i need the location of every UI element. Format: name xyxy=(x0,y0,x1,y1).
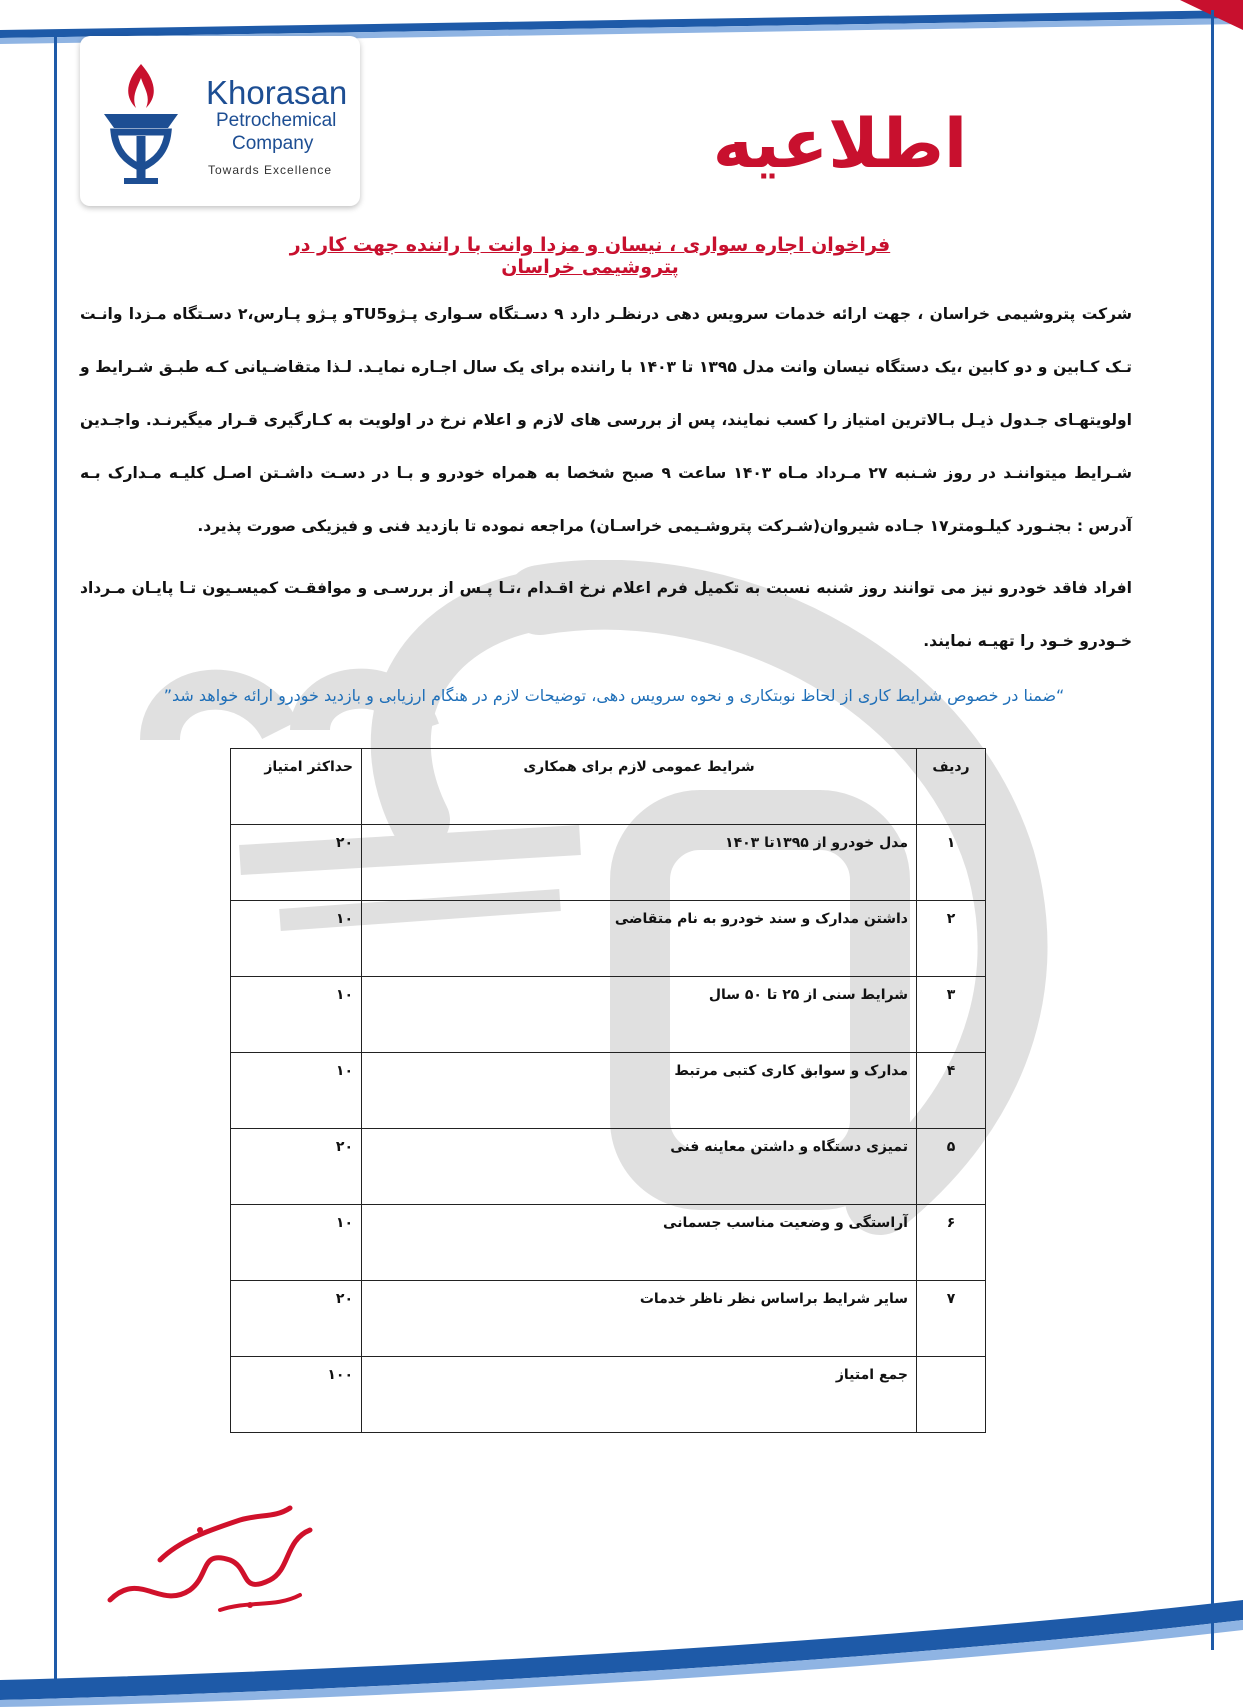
row-score: ۲۰ xyxy=(231,1281,362,1357)
table-row xyxy=(231,901,986,977)
notice-heading: اطلاعیه xyxy=(712,105,968,184)
row-condition: تمیزی دستگاه و داشتن معاینه فنی xyxy=(362,1129,917,1205)
logo-line-petrochemical: Petrochemical xyxy=(216,110,337,131)
row-score: ۱۰ xyxy=(231,1053,362,1129)
row-condition: شرایط سنی از ۲۵ تا ۵۰ سال xyxy=(362,977,917,1053)
row-condition: داشتن مدارک و سند خودرو به نام متقاضی xyxy=(362,901,917,977)
row-score: ۱۰ xyxy=(231,1205,362,1281)
row-condition: مدارک و سوابق کاری کتبی مرتبط xyxy=(362,1053,917,1129)
row-condition: آراستگی و وضعیت مناسب جسمانی xyxy=(362,1205,917,1281)
total-label: جمع امتیاز xyxy=(362,1357,917,1433)
row-condition: مدل خودرو از ۱۳۹۵تا ۱۴۰۳ xyxy=(362,825,917,901)
table-header-row xyxy=(231,749,986,825)
table-row xyxy=(231,1281,986,1357)
table-row xyxy=(231,1129,986,1205)
table-row xyxy=(231,1053,986,1129)
row-condition: سایر شرایط براساس نظر ناظر خدمات xyxy=(362,1281,917,1357)
row-index: ۵ xyxy=(917,1129,986,1205)
table-row xyxy=(231,1205,986,1281)
announcement-title: فراخوان اجاره سواری ، نیسان و مزدا وانت با راننده جهت کار در پتروشیمی خراسان xyxy=(289,234,891,278)
row-index: ۷ xyxy=(917,1281,986,1357)
row-index: ۱ xyxy=(917,825,986,901)
scoring-table xyxy=(230,748,986,1433)
table-row xyxy=(231,825,986,901)
header-max-score: حداکثر امتیاز xyxy=(231,749,362,825)
header-condition: شرایط عمومی لازم برای همکاری xyxy=(362,749,917,825)
row-index: ۴ xyxy=(917,1053,986,1129)
row-score: ۱۰ xyxy=(231,901,362,977)
row-score: ۲۰ xyxy=(231,825,362,901)
right-frame-line xyxy=(1203,0,1243,1707)
hr-signature xyxy=(100,1500,340,1620)
total-score: ۱۰۰ xyxy=(231,1357,362,1433)
announcement-paragraph-1: شرکت پتروشیمی خراسان ، جهت ارائه خدمات سرویس دهی درنظـر دارد ۹ دسـتگاه سـواری پـژوTU5و پـژو پـارس،۲ دسـتگاه مـزدا وانـت تـک کـابین و دو کابین ،یک دستگاه نیسان وانت مدل ۱۳۹۵ تا ۱۴۰۳ با راننده برای یک سال اجـاره نمایـد. لـذا متقاضـیانی کـه طبـق شـرایط و اولویتهـای جـدول ذیـل بـالاترین امتیاز را کسب نمایند، پس از بررسی های لازم و اعلام نرخ در اولویت به کـارگیری قـرار میگیرنـد. واجـدین شـرایط میتواننـد در روز شـنبه ۲۷ مـرداد مـاه ۱۴۰۳ ساعت ۹ صبح شخصا به همراه خودرو و بـا در دسـت داشـتن اصـل کلیـه مـدارک بـه آدرس : بجنـورد کیلـومتر۱۷ جـاده شیروان(شـرکت پتروشـیمی خراسـان) مراجعه نموده تا بازدید فنی و فیزیکی صورت پذیرد. xyxy=(80,305,1133,535)
table-row xyxy=(231,977,986,1053)
row-index: ۳ xyxy=(917,977,986,1053)
logo-tagline: Towards Excellence xyxy=(208,163,333,177)
company-logo-card xyxy=(80,36,360,206)
row-score: ۲۰ xyxy=(231,1129,362,1205)
row-index: ۶ xyxy=(917,1205,986,1281)
row-score: ۱۰ xyxy=(231,977,362,1053)
row-index: ۲ xyxy=(917,901,986,977)
logo-company-name: Khorasan xyxy=(206,74,348,111)
working-conditions-note: “ضمنا در خصوص شرایط کاری از لحاظ نوبتکاری و نحوه سرویس دهی، توضیحات لازم در هنگام ارزیابی و بازدید خودرو ارائه خواهد شد” xyxy=(163,686,1065,705)
announcement-paragraph-2: افراد فاقد خودرو نیز می توانند روز شنبه نسبت به تکمیل فرم اعلام نرخ اقـدام ،تـا پـس از بررسـی و موافقـت کمیسـیون تـا پایـان مـرداد خـودرو خـود را تهیـه نمایند. xyxy=(80,579,1132,650)
left-frame-line xyxy=(0,0,60,1707)
table-total-row xyxy=(231,1357,986,1433)
torch-emblem-icon xyxy=(96,56,186,186)
total-index xyxy=(917,1357,986,1433)
logo-line-company: Company xyxy=(232,133,314,154)
header-index: ردیف xyxy=(917,749,986,825)
